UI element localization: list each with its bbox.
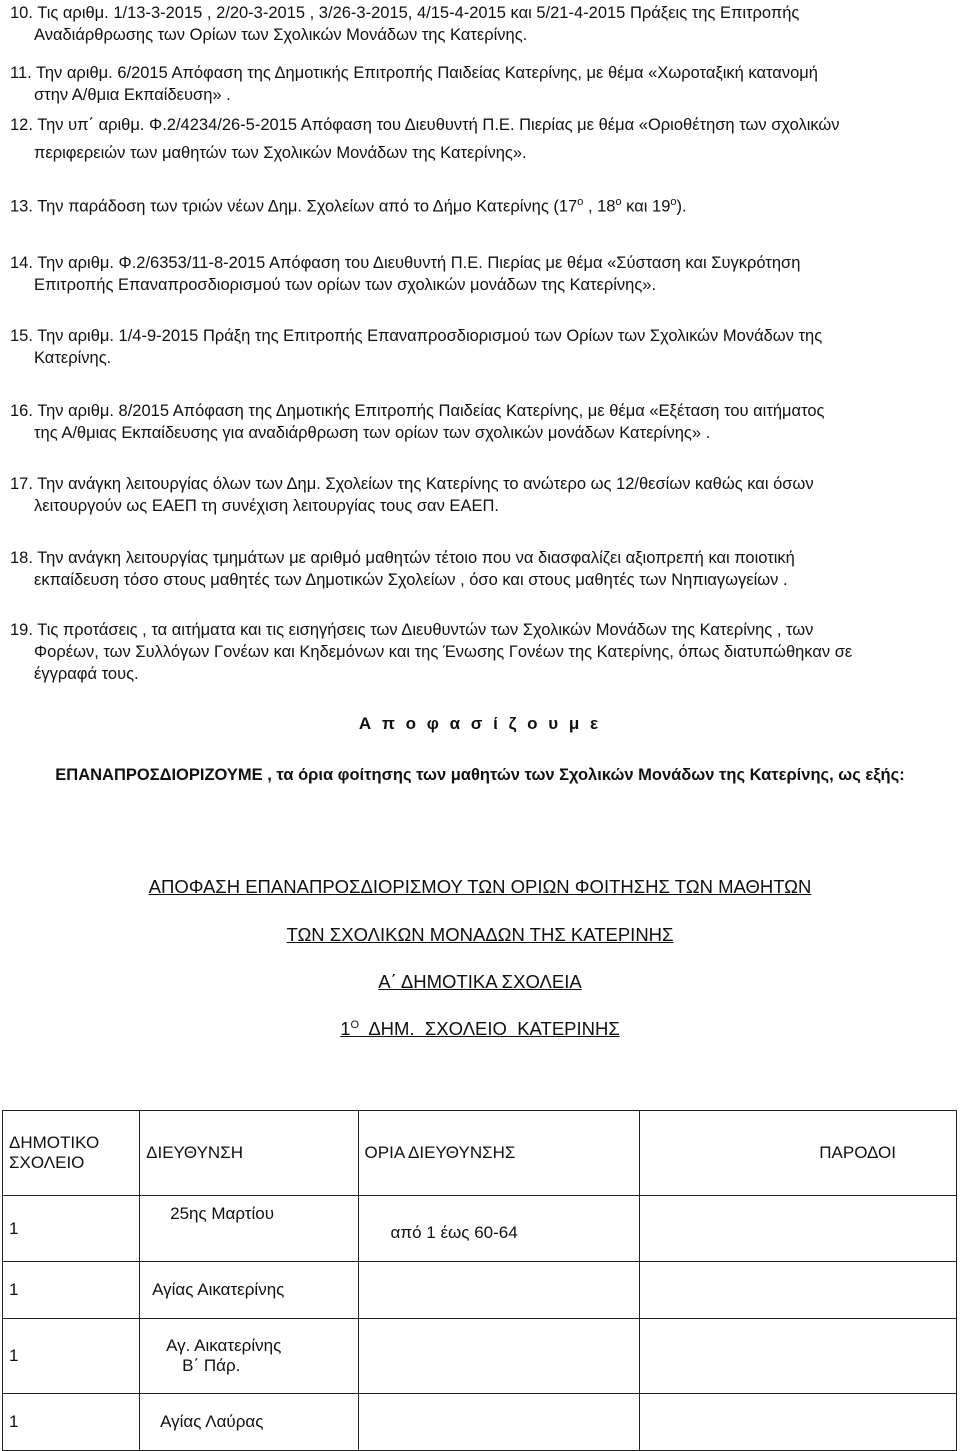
- cell-side: [639, 1394, 956, 1451]
- heading-school-name: ΔΗΜ. ΣΧΟΛΕΙΟ ΚΑΤΕΡΙΝΗΣ: [359, 1018, 620, 1039]
- header-address: ΔΙΕΥΘΥΝΣΗ: [140, 1111, 358, 1196]
- item-line: 14. Την αριθμ. Φ.2/6353/11-8-2015 Απόφαση του Διευθυντή Π.Ε. Πιερίας με θέμα «Σύσταση και Συγκρότηση: [10, 254, 801, 272]
- list-item: [10, 547, 955, 591]
- table-row: [3, 1394, 957, 1451]
- cell-address: [140, 1196, 358, 1262]
- item-line: 16. Την αριθμ. 8/2015 Απόφαση της Δημοτικής Επιτροπής Παιδείας Κατερίνης, με θέμα «Εξέταση του αιτήματος: [10, 402, 825, 420]
- item-line: λειτουργούν ως ΕΑΕΠ τη συνέχιση λειτουργίας τους σαν ΕΑΕΠ.: [34, 497, 499, 515]
- list-item: [10, 325, 955, 369]
- header-school-line: ΣΧΟΛΕΙΟ: [9, 1153, 85, 1172]
- heading-superscript: Ο: [350, 1018, 360, 1031]
- decide-word: Α π ο φ α σ ί ζ ο υ μ ε: [358, 714, 602, 733]
- list-item: [10, 252, 955, 296]
- cell-limits: [358, 1319, 639, 1394]
- item-line: 18. Την ανάγκη λειτουργίας τμημάτων με αριθμό μαθητών τέτοιο που να διασφαλίζει αξιοπρεπή και ποιοτική: [10, 549, 795, 567]
- item-line: 10. Τις αριθμ. 1/13-3-2015 , 2/20-3-2015 , 3/26-3-2015, 4/15-4-2015 και 5/21-4-2015 Πράξεις της Επιτροπής: [10, 4, 800, 22]
- item-line: περιφερειών των μαθητών των Σχολικών Μονάδων της Κατερίνης».: [34, 144, 527, 162]
- header-school: [3, 1111, 140, 1196]
- cell-limits: [358, 1262, 639, 1319]
- item-line: 11. Την αριθμ. 6/2015 Απόφαση της Δημοτικής Επιτροπής Παιδείας Κατερίνης, με θέμα «Χωροταξική κατανομή: [10, 64, 818, 82]
- item-line: Επιτροπής Επαναπροσδιορισμού των ορίων των σχολικών μονάδων της Κατερίνης».: [34, 276, 657, 294]
- list-item: [10, 2, 955, 46]
- item-line: της Α/θμιας Εκπαίδευσης για αναδιάρθρωση των ορίων των σχολικών μονάδων Κατερίνης» .: [34, 424, 711, 442]
- cell-school: 1: [3, 1196, 140, 1262]
- item-line: έγγραφά τους.: [34, 665, 139, 683]
- item-line: 12. Την υπ΄ αριθμ. Φ.2/4234/26-5-2015 Απόφαση του Διευθυντή Π.Ε. Πιερίας με θέμα «Οριοθέτηση των σχολικών: [10, 116, 840, 134]
- item-line: Κατερίνης.: [34, 349, 112, 367]
- cell-address-text: Αγίας Λαύρας: [160, 1412, 264, 1431]
- decree-sentence: ΕΠΑΝΑΠΡΟΣΔΙΟΡΙΖΟΥΜΕ , τα όρια φοίτησης των μαθητών των Σχολικών Μονάδων της Κατερίνης, ως εξής:: [55, 766, 905, 784]
- cell-side: [639, 1319, 956, 1394]
- cell-address-text: Αγ. Αικατερίνης: [166, 1336, 282, 1355]
- cell-school: 1: [3, 1319, 140, 1394]
- cell-limits: [358, 1196, 639, 1262]
- header-limits: ΟΡΙΑ ΔΙΕΥΘΥΝΣΗΣ: [358, 1111, 639, 1196]
- cell-address: [140, 1262, 358, 1319]
- item-line: 19. Τις προτάσεις , τα αιτήματα και τις εισηγήσεις των Διευθυντών των Σχολικών Μονάδων της Κατερίνης , των: [10, 621, 814, 639]
- list-item: [10, 400, 955, 444]
- cell-address: [140, 1394, 358, 1451]
- item-line: στην Α/θμια Εκπαίδευση» .: [34, 86, 231, 104]
- cell-address-text: 25ης Μαρτίου: [170, 1204, 275, 1223]
- table-row: [3, 1262, 957, 1319]
- table-header-row: [3, 1111, 957, 1196]
- item-line: 13. Την παράδοση των τριών νέων Δημ. Σχολείων από το Δήμο Κατερίνης ($17^o$ , $18^o$ και $19^o$).: [10, 196, 687, 216]
- item-line: Φορέων, των Συλλόγων Γονέων και Κηδεμόνων και της Ένωσης Γονέων της Κατερίνης, όπως διατυπώθηκαν σε: [34, 643, 853, 661]
- cell-limits: [358, 1394, 639, 1451]
- header-side-streets: [639, 1111, 956, 1196]
- list-item: [10, 619, 955, 685]
- heading-decision-title: ΑΠΟΦΑΣΗ ΕΠΑΝΑΠΡΟΣΔΙΟΡΙΣΜΟΥ ΤΩΝ ΟΡΙΩΝ ΦΟΙΤΗΣΗΣ ΤΩΝ ΜΑΘΗΤΩΝ: [148, 876, 812, 897]
- header-school-line: ΔΗΜΟΤΙΚΟ: [9, 1133, 100, 1152]
- item-line: εκπαίδευση τόσο στους μαθητές των Δημοτικών Σχολείων , όσο και στους μαθητές των Νηπιαγωγείων .: [34, 571, 788, 589]
- header-side-streets-label: ΠΑΡΟΔΟΙ: [819, 1143, 896, 1162]
- cell-address: [140, 1319, 358, 1394]
- cell-side: [639, 1196, 956, 1262]
- cell-side: [639, 1262, 956, 1319]
- heading-number: 1: [340, 1018, 351, 1039]
- school-limits-table: [2, 1110, 957, 1451]
- heading-school-units: ΤΩΝ ΣΧΟΛΙΚΩΝ ΜΟΝΑΔΩΝ ΤΗΣ ΚΑΤΕΡΙΝΗΣ: [286, 924, 674, 945]
- list-item: [10, 191, 955, 218]
- cell-limits-text: από 1 έως 60-64: [390, 1223, 518, 1242]
- item-line: 17. Την ανάγκη λειτουργίας όλων των Δημ. Σχολείων της Κατερίνης το ανώτερο ως 12/θεσίων καθώς και όσων: [10, 475, 814, 493]
- heading-primary-schools: Α΄ ΔΗΜΟΤΙΚΑ ΣΧΟΛΕΙΑ: [378, 971, 582, 992]
- cell-address-text: Β΄ Πάρ.: [182, 1356, 241, 1375]
- cell-address-text: Αγίας Αικατερίνης: [152, 1280, 285, 1299]
- list-item: [10, 62, 955, 106]
- list-item: [10, 142, 955, 164]
- heading-first-school: [0, 1018, 960, 1040]
- list-item: [10, 473, 955, 517]
- cell-school: 1: [3, 1394, 140, 1451]
- table-row: [3, 1196, 957, 1262]
- cell-school: 1: [3, 1262, 140, 1319]
- list-item: [10, 114, 955, 136]
- item-line: 15. Την αριθμ. 1/4-9-2015 Πράξη της Επιτροπής Επαναπροσδιορισμού των Ορίων των Σχολικών Μονάδων της: [10, 327, 823, 345]
- table-row: [3, 1319, 957, 1394]
- item-line: Αναδιάρθρωσης των Ορίων των Σχολικών Μονάδων της Κατερίνης.: [34, 26, 528, 44]
